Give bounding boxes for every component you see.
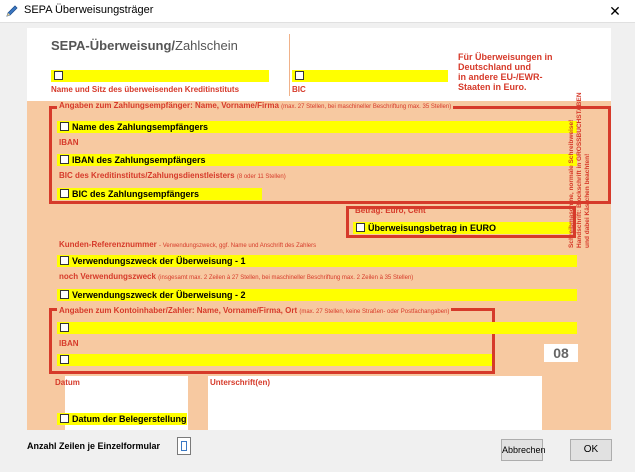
ok-button[interactable]: OK [570, 439, 612, 461]
bic-top-label: BIC [292, 85, 306, 94]
payer-hint: (max. 27 Stellen, keine Straßen- oder Postfachangaben) [299, 309, 450, 315]
purpose-1-text: Verwendungszweck der Überweisung - 1 [72, 256, 246, 266]
spinner-icon [178, 438, 190, 454]
side-note [568, 58, 592, 248]
form-code: 08 [544, 344, 578, 362]
payer-institution-label: Name und Sitz des überweisenden Kreditinstituts [51, 85, 240, 94]
checkbox[interactable] [54, 71, 63, 80]
recipient-bic-text: BIC des Zahlungsempfängers [72, 189, 200, 199]
recipient-bic-field[interactable] [57, 188, 262, 200]
bic-institution-label [59, 171, 286, 180]
bic-institution-hint: (8 oder 11 Stellen) [236, 174, 286, 180]
purpose-1-field[interactable] [57, 255, 577, 267]
side-note-line: Schreibmaschine, normale Schreibweise! [568, 119, 575, 248]
bic-top-field[interactable] [292, 70, 448, 82]
recipient-label-text: Angaben zum Zahlungsempfänger: Name, Vorname/Firma [59, 101, 279, 110]
note-line: Deutschland und [458, 62, 532, 72]
payer-name-field[interactable] [57, 322, 577, 334]
title-bar [0, 0, 635, 23]
signature-label: Unterschrift(en) [210, 378, 271, 387]
side-note-line: und dabei Kästchen beachten! [584, 153, 591, 248]
payer-iban-label: IBAN [59, 339, 79, 348]
checkbox[interactable] [60, 155, 69, 164]
purpose-2-hint: (insgesamt max. 2 Zeilen à 27 Stellen, bei maschineller Beschriftung max. 2 Zeilen à 35 Stellen) [158, 275, 414, 281]
lines-per-form-spinner[interactable] [177, 437, 191, 455]
close-button[interactable]: ✕ [609, 3, 621, 19]
side-note-line: Handschrift: Blockschrift in GROSSBUCHSTABEN [576, 92, 583, 248]
window-title: SEPA Überweisungsträger [24, 4, 154, 16]
recipient-iban-text: IBAN des Zahlungsempfängers [72, 155, 206, 165]
sepa-form [27, 28, 611, 430]
checkbox[interactable] [60, 414, 69, 423]
checkbox[interactable] [60, 290, 69, 299]
checkbox[interactable] [60, 256, 69, 265]
purpose-2-label [59, 272, 413, 281]
form-heading [51, 38, 238, 53]
purpose-2-label-text: noch Verwendungszweck [59, 272, 156, 281]
heading-rest: Zahlschein [175, 38, 238, 53]
checkbox[interactable] [295, 71, 304, 80]
pen-icon [5, 4, 19, 18]
recipient-label [57, 101, 453, 110]
lines-per-form-label: Anzahl Zeilen je Einzelformular [27, 441, 161, 451]
reference-hint: - Verwendungszweck, ggf. Name und Anschrift des Zahlers [159, 243, 317, 249]
amount-label: Betrag: Euro, Cent [355, 206, 426, 215]
recipient-hint: (max. 27 Stellen, bei maschineller Beschriftung max. 35 Stellen) [281, 104, 452, 110]
reference-label [59, 240, 316, 249]
bic-institution-label-text: BIC des Kreditinstituts/Zahlungsdienstleisters [59, 171, 235, 180]
recipient-name-field[interactable] [57, 121, 577, 133]
reference-label-text: Kunden-Referenznummer [59, 240, 157, 249]
purpose-2-field[interactable] [57, 289, 577, 301]
heading-bold: SEPA-Überweisung/ [51, 38, 176, 53]
note-line: Staaten in Euro. [458, 82, 527, 92]
checkbox[interactable] [60, 189, 69, 198]
checkbox[interactable] [60, 323, 69, 332]
note-line: Für Überweisungen in [458, 52, 553, 62]
purpose-2-text: Verwendungszweck der Überweisung - 2 [72, 290, 246, 300]
note-block [458, 52, 553, 92]
payer-institution-field[interactable] [51, 70, 269, 82]
date-text: Datum der Belegerstellung [72, 414, 187, 424]
amount-text: Überweisungsbetrag in EURO [368, 223, 497, 233]
cancel-button[interactable]: Abbrechen [501, 439, 543, 461]
recipient-name-text: Name des Zahlungsempfängers [72, 122, 209, 132]
iban-label: IBAN [59, 138, 79, 147]
amount-field[interactable] [353, 222, 571, 234]
date-label: Datum [55, 378, 80, 387]
checkbox[interactable] [356, 223, 365, 232]
payer-label [57, 306, 451, 315]
recipient-iban-field[interactable] [57, 154, 577, 166]
payer-label-text: Angaben zum Kontoinhaber/Zahler: Name, Vorname/Firma, Ort [59, 306, 298, 315]
note-line: in andere EU-/EWR- [458, 72, 543, 82]
payer-iban-field[interactable] [57, 354, 492, 366]
checkbox[interactable] [60, 122, 69, 131]
header-divider [289, 34, 290, 96]
checkbox[interactable] [60, 355, 69, 364]
date-field[interactable] [57, 413, 187, 425]
